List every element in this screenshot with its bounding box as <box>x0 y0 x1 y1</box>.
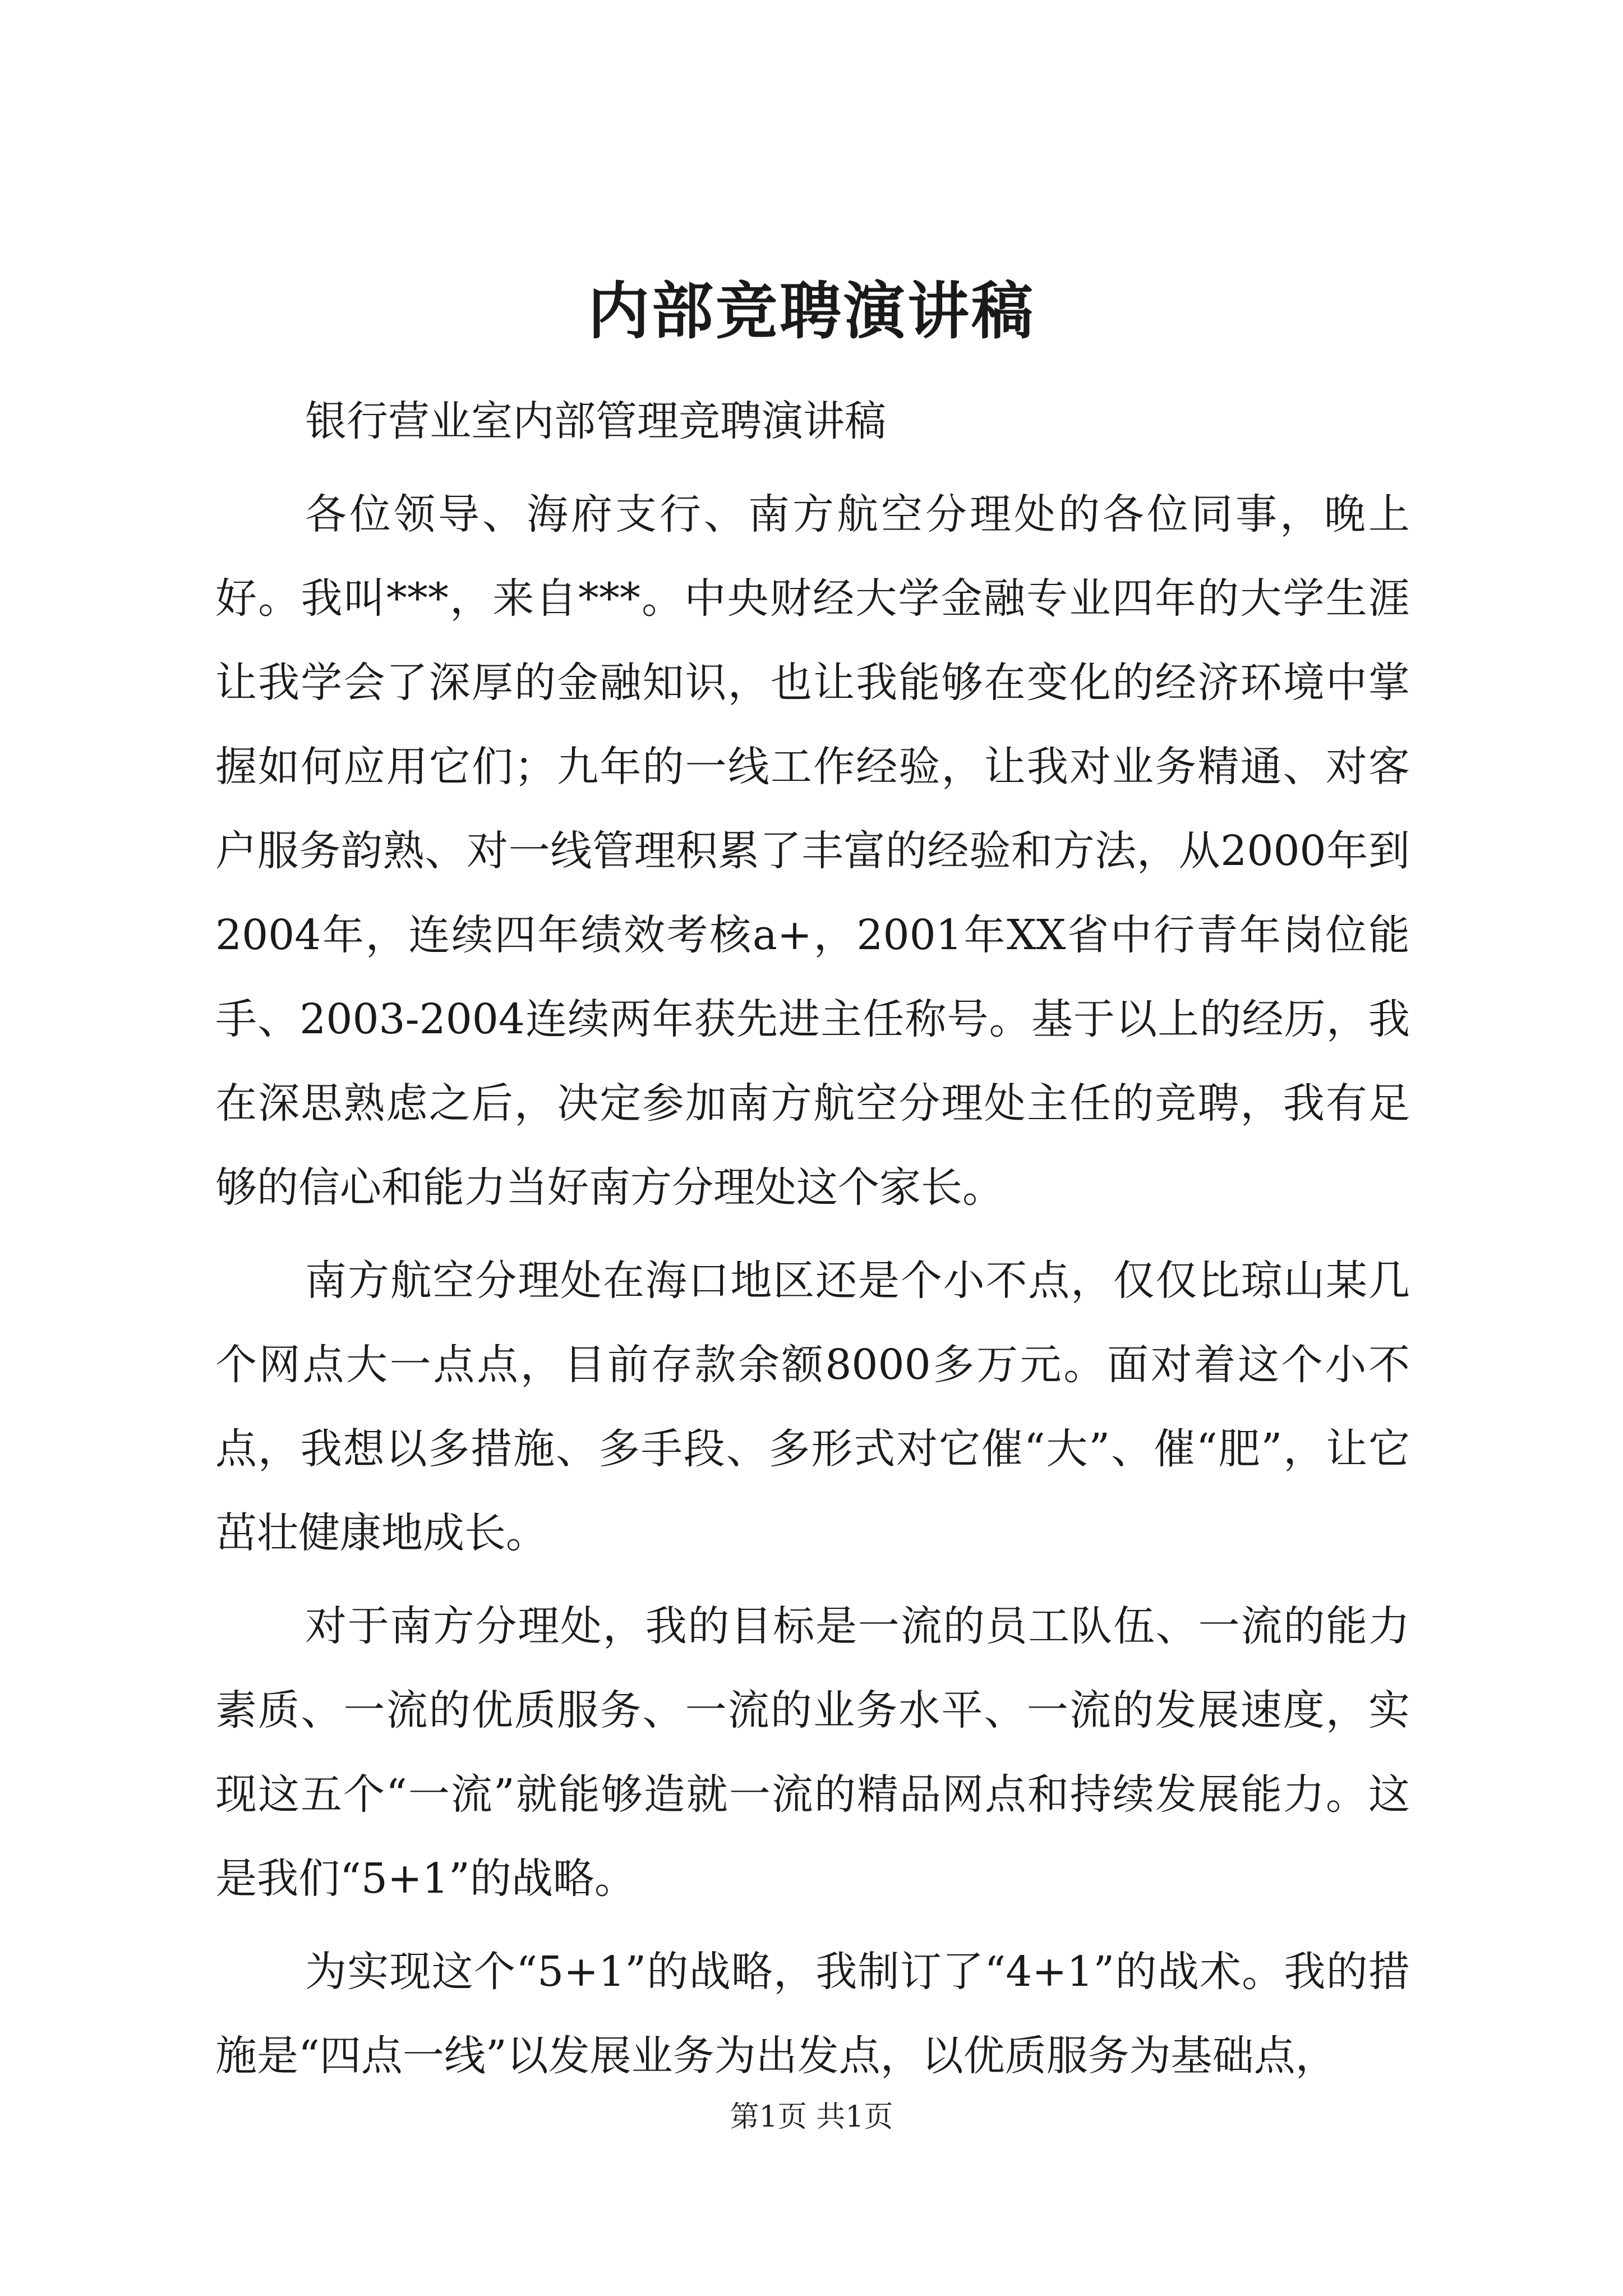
document-body <box>215 379 1410 2098</box>
page-number-footer: 第1页 共1页 <box>730 2100 893 2134</box>
document-title: 内部竞聘演讲稿 <box>588 275 1035 347</box>
body-paragraph: 对于南方分理处，我的目标是一流的员工队伍、一流的能力素质、一流的优质服务、一流的业务水平、一流的发展速度，实现这五个“一流”就能够造就一流的精品网点和持续发展能力。这是我们“5+1”的战略。 <box>215 1602 1410 1903</box>
subtitle-paragraph: 银行营业室内部管理竞聘演讲稿 <box>305 397 886 445</box>
body-paragraph: 为实现这个“5+1”的战略，我制订了“4+1”的战术。我的措施是“四点一线”以发展业务为出发点，以优质服务为基础点， <box>215 1948 1410 2080</box>
body-paragraph: 南方航空分理处在海口地区还是个小不点，仅仅比琼山某几个网点大一点点，目前存款余额8000多万元。面对着这个小不点，我想以多措施、多手段、多形式对它催“大”、催“肥”，让它茁壮健康地成长。 <box>215 1257 1410 1557</box>
body-paragraph: 各位领导、海府支行、南方航空分理处的各位同事，晚上好。我叫***，来自***。中央财经大学金融专业四年的大学生涯让我学会了深厚的金融知识，也让我能够在变化的经济环境中掌握如何应用它们；九年的一线工作经验，让我对业务精通、对客户服务韵熟、对一线管理积累了丰富的经验和方法，从2000年到2004年，连续四年绩效考核a+，2001年XX省中行青年岗位能手、2003-2004连续两年获先进主任称号。基于以上的经历，我在深思熟虑之后，决定参加南方航空分理处主任的竞聘，我有足够的信心和能力当好南方分理处这个家长。 <box>215 490 1410 1212</box>
